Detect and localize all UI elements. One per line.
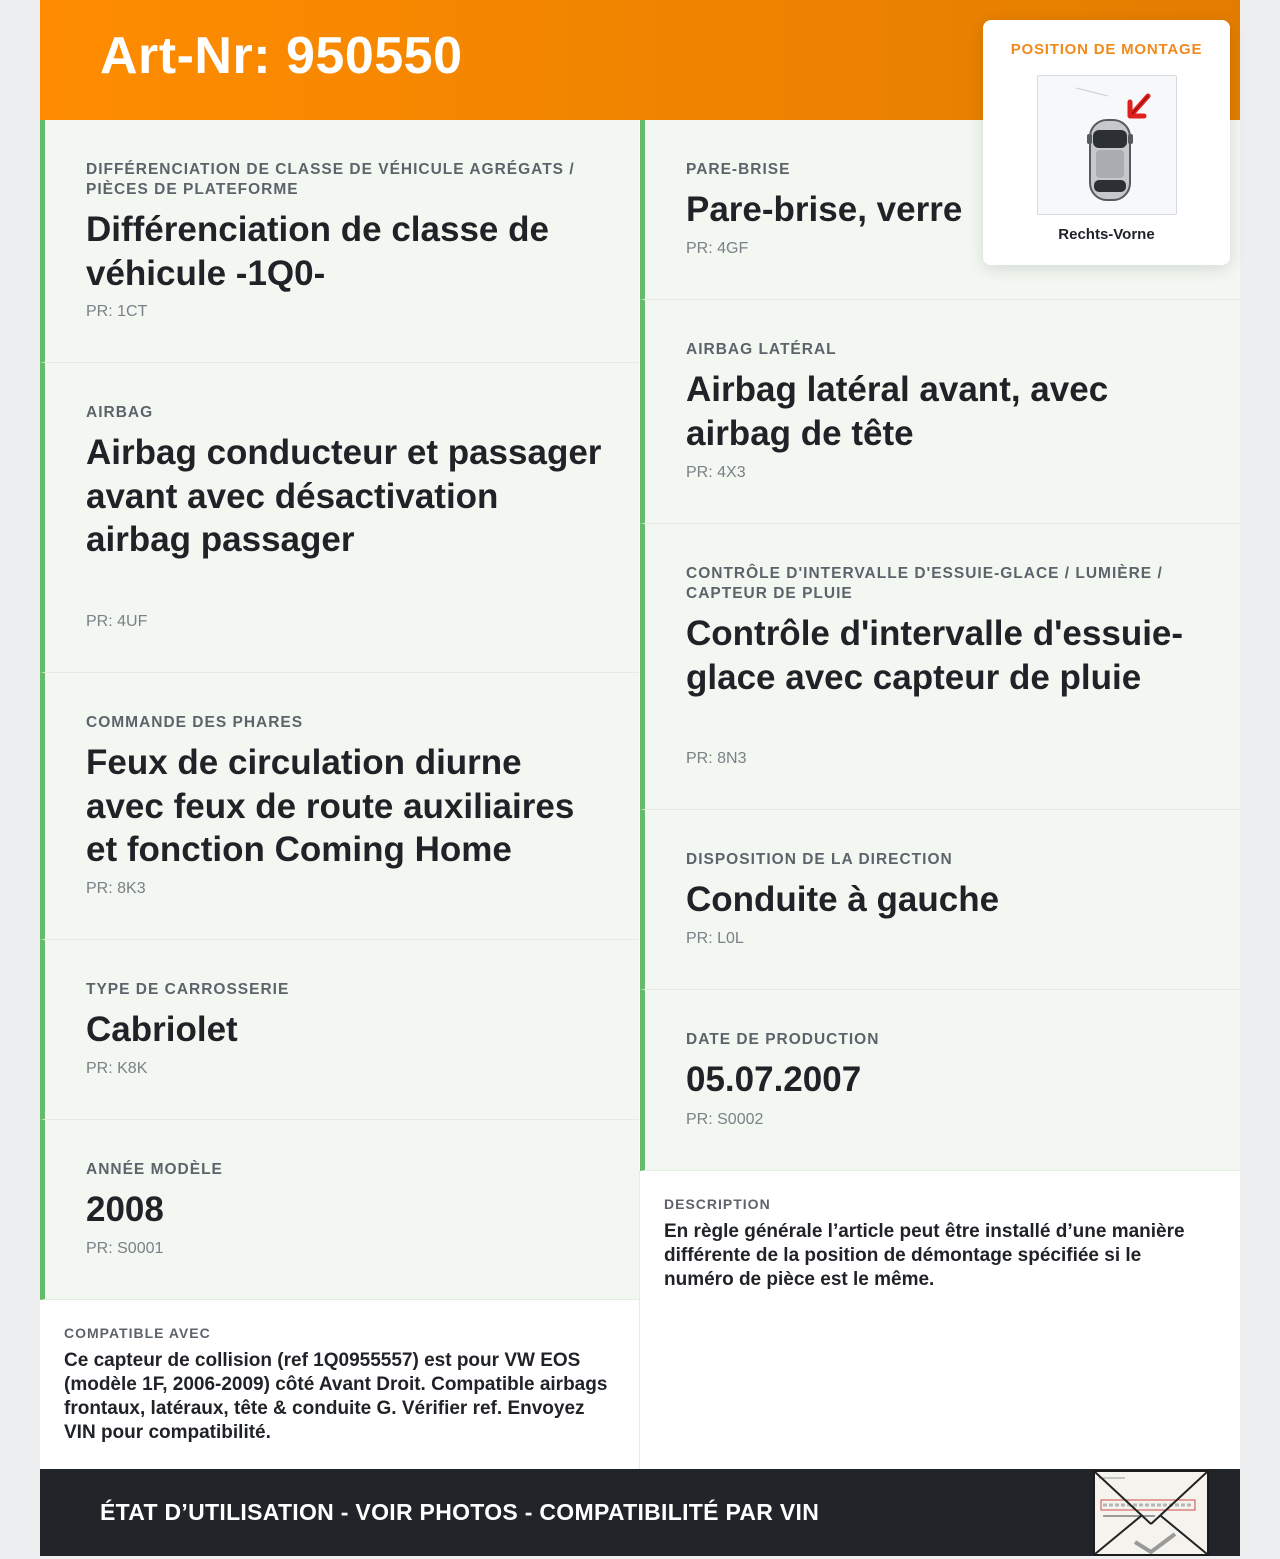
attribute-value: Airbag conducteur et passager avant avec désactivation airbag passager [86, 433, 602, 559]
attribute-cell [640, 300, 1240, 524]
attribute-category: DIFFÉRENCIATION DE CLASSE DE VÉHICULE AGRÉGATS / PIÈCES DE PLATEFORME [86, 161, 575, 198]
mounting-position-label: Rechts-Vorne [1058, 226, 1155, 243]
attribute-value: Pare-brise, verre [686, 190, 963, 229]
attribute-pr-code: PR: 4GF [686, 240, 749, 257]
description-title: DESCRIPTION [664, 1196, 771, 1212]
attribute-value: 2008 [86, 1190, 164, 1229]
attribute-pr-code: PR: L0L [686, 930, 744, 947]
attribute-cell [40, 363, 639, 673]
attribute-pr-code: PR: 4X3 [686, 464, 746, 481]
mounting-position-title: POSITION DE MONTAGE [1010, 41, 1203, 58]
attribute-cell [40, 120, 639, 363]
attribute-category: AIRBAG LATÉRAL [686, 341, 837, 358]
attribute-category: ANNÉE MODÈLE [86, 1161, 223, 1178]
attribute-cell [640, 524, 1240, 810]
compatible-text: Ce capteur de collision (ref 1Q0955557) est pour VW EOS (modèle 1F, 2006-2009) côté Avant Droit. Compatible airbags frontaux, latéraux, tête & conduite G. Vérifier ref. Envoyez VIN pour compatibilité. [64, 1350, 608, 1443]
car-top-view-with-arrow-icon[interactable] [1037, 75, 1177, 215]
article-number-title: Art-Nr: 950550 [100, 27, 463, 85]
attribute-pr-code: PR: K8K [86, 1060, 148, 1077]
attribute-cell [640, 810, 1240, 990]
attribute-cell [40, 673, 639, 940]
attribute-value: Airbag latéral avant, avec airbag de tête [686, 370, 1109, 453]
page [40, 0, 1240, 1556]
attribute-cell [40, 1120, 639, 1300]
attribute-value: Feux de circulation diurne avec feux de route auxiliaires et fonction Coming Home [86, 743, 575, 869]
attribute-pr-code: PR: 4UF [86, 613, 148, 630]
mounting-position-card [983, 20, 1230, 265]
attribute-value: Cabriolet [86, 1010, 238, 1049]
compatible-title: COMPATIBLE AVEC [64, 1325, 211, 1341]
envelope-document-icon[interactable] [1093, 1470, 1209, 1556]
attribute-cell [640, 990, 1240, 1171]
compatible-section [40, 1300, 639, 1469]
attribute-value: 05.07.2007 [686, 1060, 862, 1099]
attribute-value: Contrôle d'intervalle d'essuie-glace avec capteur de pluie [686, 614, 1184, 697]
attribute-category: DATE DE PRODUCTION [686, 1031, 880, 1048]
attribute-pr-code: PR: 8K3 [86, 880, 146, 897]
attribute-category: PARE-BRISE [686, 161, 791, 178]
description-text: En règle générale l’article peut être installé d’une manière différente de la position de démontage spécifiée si le numéro de pièce est le même. [664, 1221, 1185, 1290]
attribute-pr-code: PR: S0002 [686, 1111, 764, 1128]
attribute-value: Conduite à gauche [686, 880, 1000, 919]
attribute-category: DISPOSITION DE LA DIRECTION [686, 851, 953, 868]
description-section [640, 1171, 1240, 1469]
attribute-pr-code: PR: S0001 [86, 1240, 164, 1257]
attribute-category: COMMANDE DES PHARES [86, 714, 304, 731]
footer-bar [40, 1469, 1240, 1556]
attribute-category: TYPE DE CARROSSERIE [86, 981, 290, 998]
attribute-value: Différenciation de classe de véhicule -1Q0- [86, 210, 549, 293]
attribute-category: CONTRÔLE D'INTERVALLE D'ESSUIE-GLACE / LUMIÈRE / CAPTEUR DE PLUIE [686, 565, 1163, 602]
footer-slogan: ÉTAT D’UTILISATION - VOIR PHOTOS - COMPATIBILITÉ PAR VIN [100, 1499, 820, 1525]
attribute-category: AIRBAG [86, 404, 154, 421]
attribute-cell [40, 940, 639, 1120]
attribute-pr-code: PR: 8N3 [686, 750, 747, 767]
attribute-pr-code: PR: 1CT [86, 303, 148, 320]
